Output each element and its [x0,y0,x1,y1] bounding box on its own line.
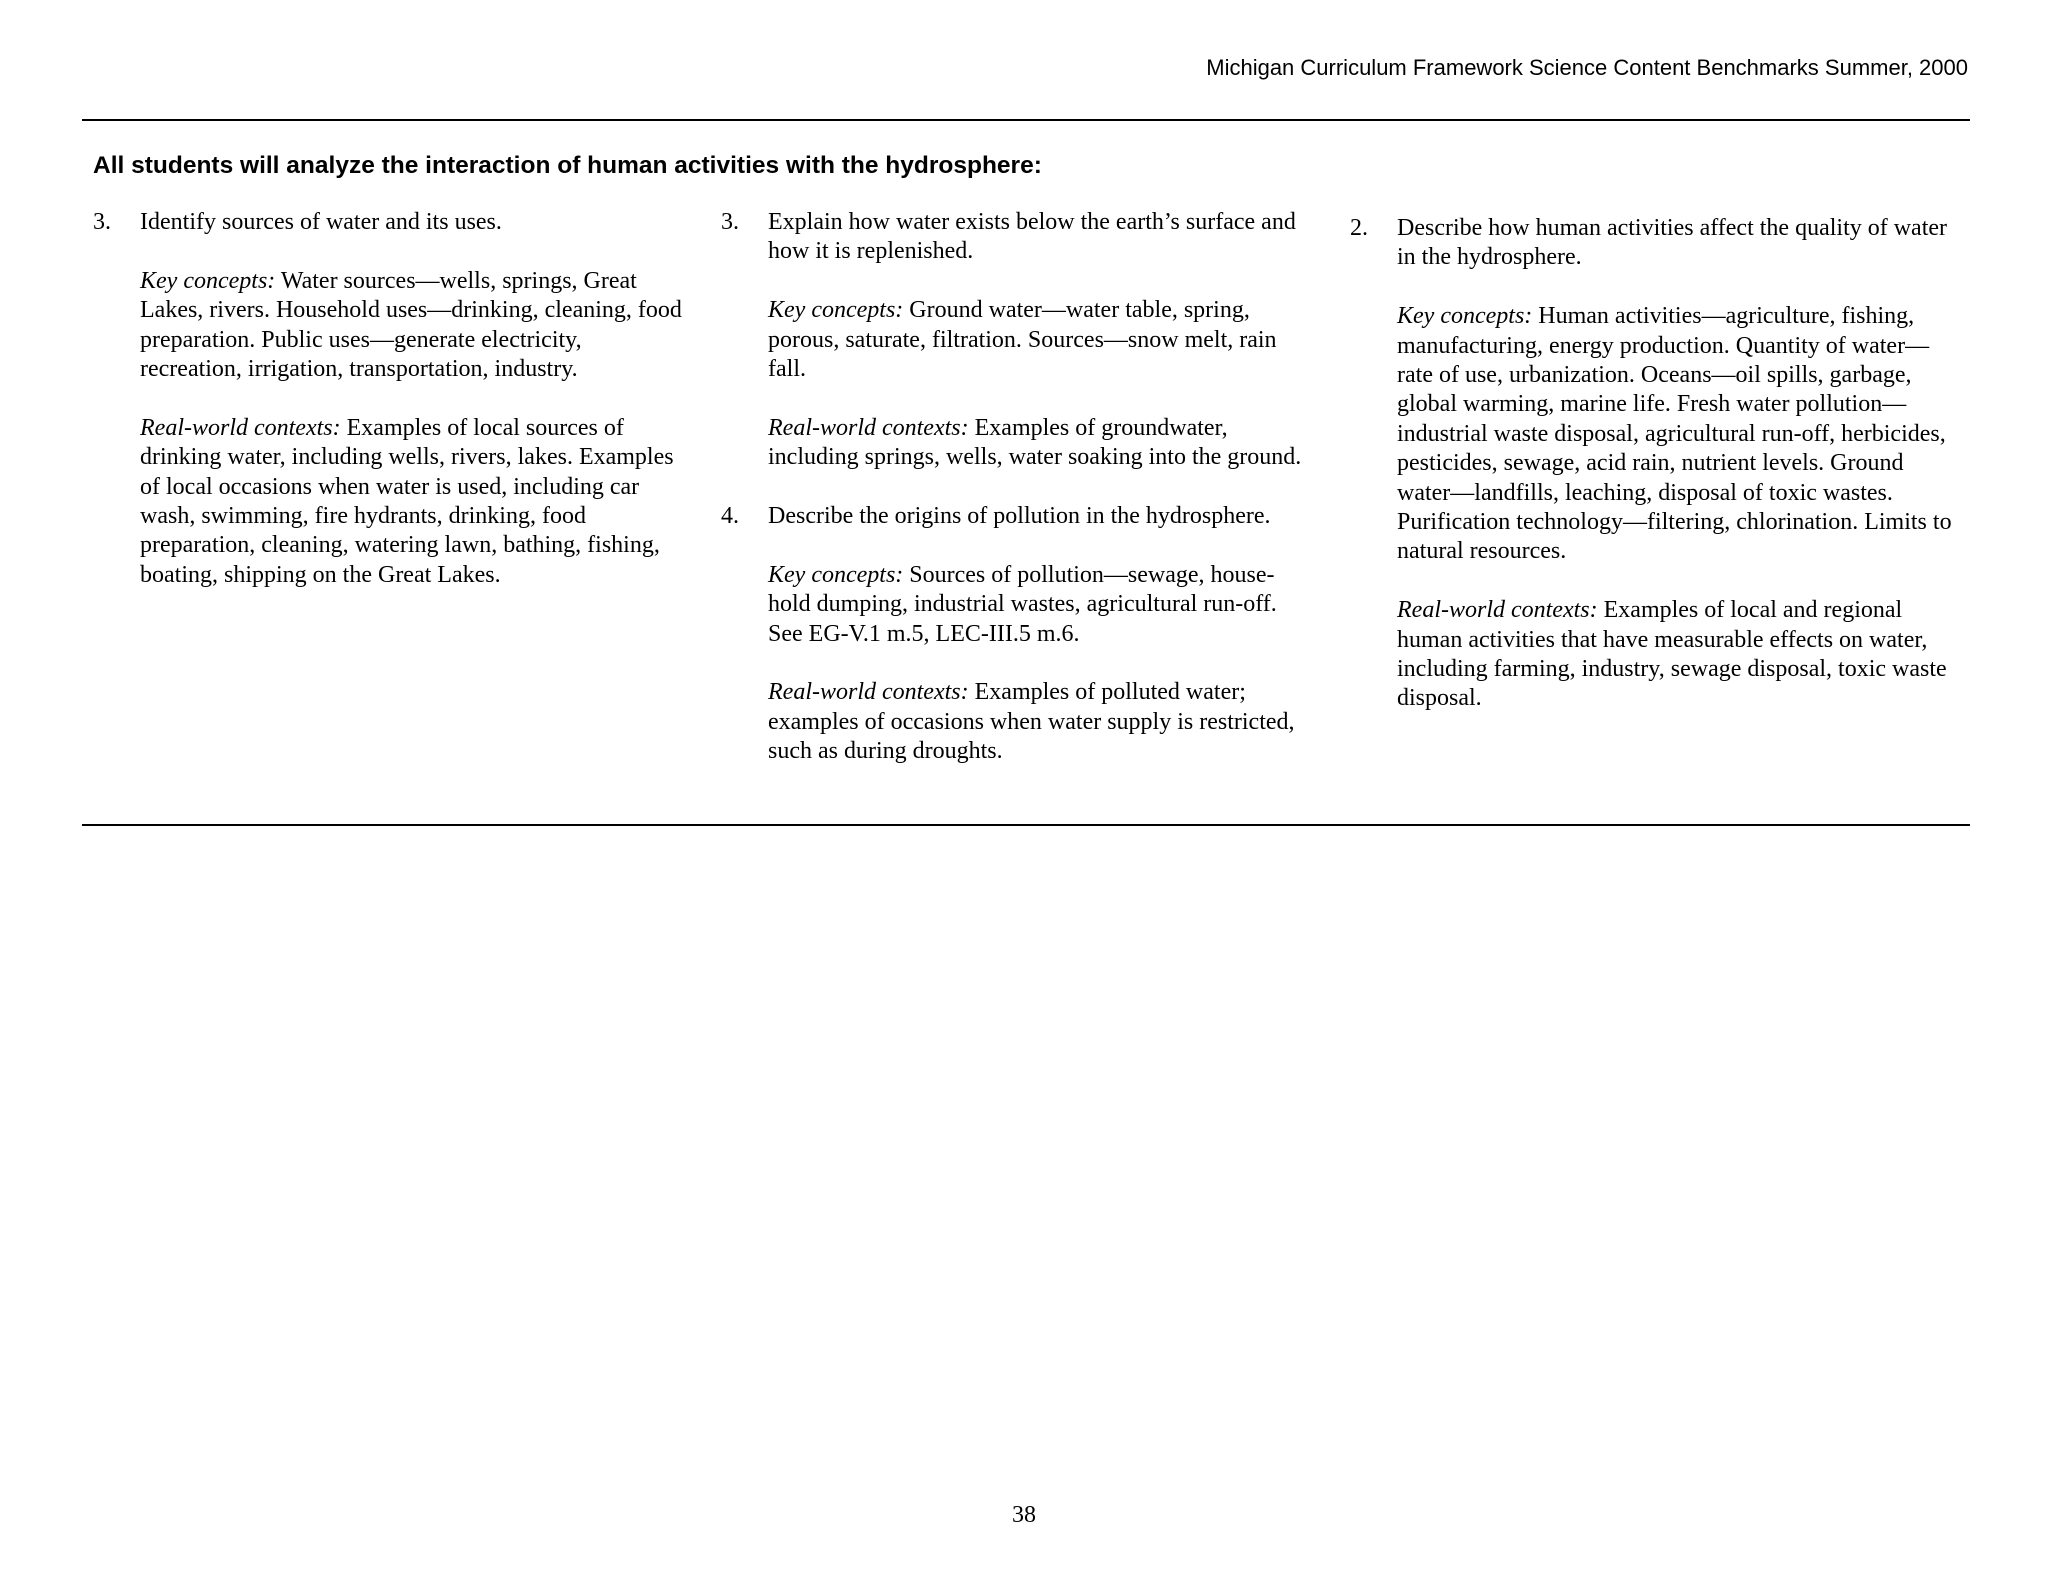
real-world-contexts [1397,596,1962,714]
objective-statement: Identify sources of water and its uses. [140,209,502,235]
real-world-contexts-text: Examples of groundwater, including springs, wells, water soaking into the ground. [768,414,1302,471]
section-heading: All students will analyze the interaction of human activities with the hydrosphere: [93,152,1042,179]
running-header: Michigan Curriculum Framework Science Content Benchmarks Summer, 2000 [1206,55,1968,80]
key-concepts-text: Water sources—wells, springs, Great Lakes, rivers. Household uses—drinking, cleaning, food preparation. Public uses—generate electricity, recreation, irrigation, transportation, industry. [140,267,682,383]
objective-number: 2. [1350,215,1368,241]
real-world-contexts-text: Examples of local and regional human activities that have measurable effects on water, including farming, industry, sewage disposal, toxic waste disposal. [1397,597,1947,712]
objective-number: 3. [93,209,111,235]
objective [721,208,1311,473]
real-world-contexts-label: Real-world contexts: [1397,597,1598,624]
page-number: 38 [1012,1502,1036,1528]
real-world-contexts-text: Examples of local sources of drinking water, including wells, rivers, lakes. Examples of local occasions when water is used, including car wash, swimming, fire hydrants, drinking, food preparation, cleaning, watering lawn, bathing, fishing, boating, shipping on the Great Lakes. [140,414,674,588]
real-world-contexts [140,414,683,590]
key-concepts [1397,302,1962,567]
benchmark-column-2 [721,208,1311,767]
objective-statement: Describe the origins of pollution in the hydrosphere. [768,503,1271,530]
key-concepts [140,267,683,385]
objective-number: 3. [721,209,739,235]
bottom-divider [82,824,1970,826]
objective [93,208,683,590]
real-world-contexts-text: Examples of polluted water; examples of occasions when water supply is restricted, such as during droughts. [768,679,1295,765]
key-concepts-label: Key concepts: [768,297,904,324]
objective-statement: Explain how water exists below the earth’s surface and how it is replenished. [768,209,1296,265]
objective-number: 4. [721,503,739,530]
real-world-contexts [768,678,1311,766]
key-concepts-label: Key concepts: [1397,303,1533,330]
real-world-contexts-label: Real-world contexts: [140,414,341,441]
key-concepts [768,296,1311,384]
key-concepts [768,561,1311,649]
top-divider [82,119,1970,121]
key-concepts-text: Human activities—agriculture, fishing, manufacturing, energy production. Quantity of water—rate of use, urbanization. Oceans—oil spills, garbage, global warming, marine life. Fresh water pollution—industrial waste disposal, agricultural run-off, herbicides, pesticides, sewage, acid rain, nutrient levels. Ground water—landfills, leaching, disposal of toxic wastes. Purification technology—filtering, chlorination. Limits to natural resources. [1397,303,1952,565]
real-world-contexts-label: Real-world contexts: [768,679,969,706]
objective [1350,214,1962,714]
key-concepts-label: Key concepts: [768,561,904,588]
objective [721,502,1311,767]
real-world-contexts-label: Real-world contexts: [768,414,969,441]
objective-statement: Describe how human activities affect the quality of water in the hydrosphere. [1397,215,1948,271]
real-world-contexts [768,414,1311,473]
benchmark-column-1 [93,208,683,590]
key-concepts-text: Sources of pollution—sewage, house-hold dumping, industrial wastes, agricultural run-off. See EG-V.1 m.5, LEC-III.5 m.6. [768,561,1277,647]
key-concepts-label: Key concepts: [140,267,276,294]
benchmark-column-3 [1350,214,1962,714]
key-concepts-text: Ground water—water table, spring, porous, saturate, filtration. Sources—snow melt, rain fall. [768,297,1277,383]
